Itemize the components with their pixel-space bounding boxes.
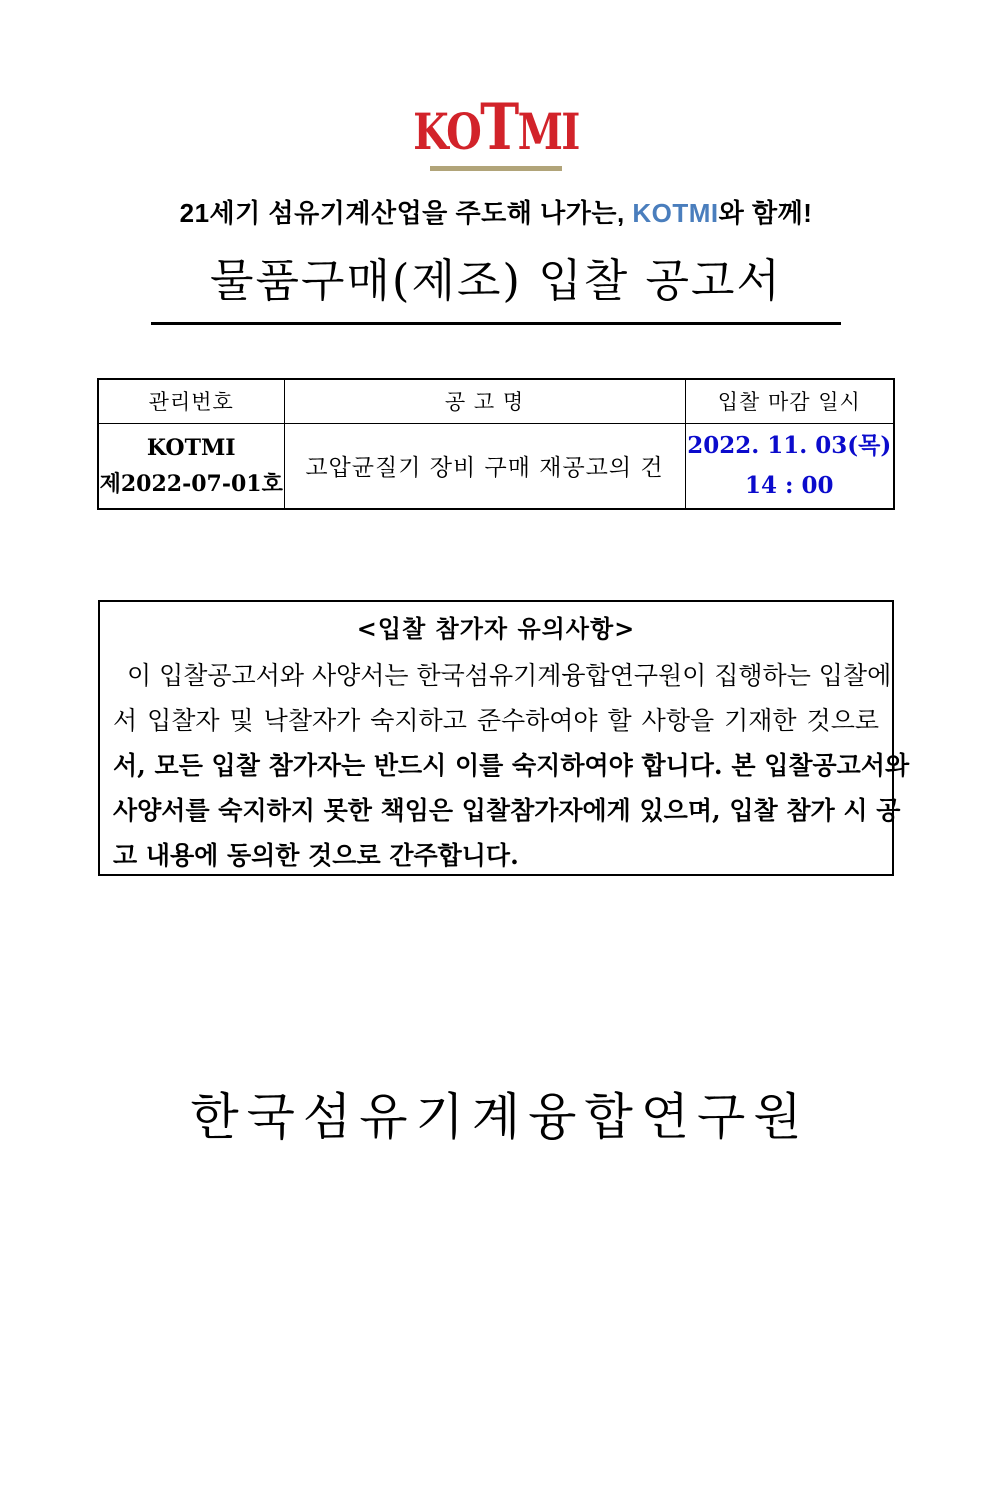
cell-notice-name: 고압균질기 장비 구매 재공고의 건 (284, 423, 685, 509)
table-row (98, 423, 894, 509)
cell-deadline (685, 423, 894, 509)
notice-line: 고 내용에 동의한 것으로 간주합니다. (113, 841, 519, 870)
page-title: 물품구매(제조) 입찰 공고서 (210, 254, 782, 307)
cell-manage-no (98, 423, 284, 509)
bid-announcement-page (0, 90, 992, 1499)
logo-letters-ko: KO (413, 102, 481, 161)
manage-no-line2: 제2022-07-01호 (99, 470, 283, 497)
slogan-prefix: 21세기 섬유기계산업을 주도해 나가는, (179, 198, 633, 228)
notice-line: 사양서를 숙지하지 못한 책임은 입찰참가자에게 있으며, 입찰 참가 시 공 (113, 796, 901, 825)
deadline-date: 2022. 11. 03(목) (687, 431, 892, 459)
notice-body (113, 653, 910, 878)
col-header-notice-name: 공 고 명 (284, 379, 685, 423)
notice-line: 이 입찰공고서와 사양서는 한국섬유기계융합연구원이 집행하는 입찰에 (127, 661, 892, 690)
notice-box (98, 600, 910, 876)
logo-letters-mi: MI (517, 102, 579, 161)
kotmi-logo-text (413, 90, 579, 165)
bid-info-table (97, 378, 895, 510)
deadline-time: 14 : 00 (744, 471, 834, 499)
col-header-manage-no: 관리번호 (98, 379, 284, 423)
kotmi-logo (0, 90, 992, 171)
table-header-row (98, 379, 894, 423)
notice-line: 서 입찰자 및 낙찰자가 숙지하고 준수하여야 할 사항을 기재한 것으로 (113, 706, 879, 735)
slogan (0, 195, 992, 231)
organization-name: 한국섬유기계융합연구원 (190, 1088, 810, 1146)
logo-gold-rule (430, 166, 562, 171)
manage-no-line1: KOTMI (146, 434, 236, 461)
title-underline (151, 322, 841, 325)
slogan-brand: KOTMI (632, 198, 719, 228)
col-header-deadline: 입찰 마감 일시 (685, 379, 894, 423)
notice-line: 서, 모든 입찰 참가자는 반드시 이를 숙지하여야 합니다. 본 입찰공고서와 (113, 751, 910, 780)
slogan-suffix: 와 함께! (718, 198, 813, 228)
notice-title: <입찰 참가자 유의사항> (356, 614, 636, 643)
logo-letter-t: T (480, 90, 518, 165)
